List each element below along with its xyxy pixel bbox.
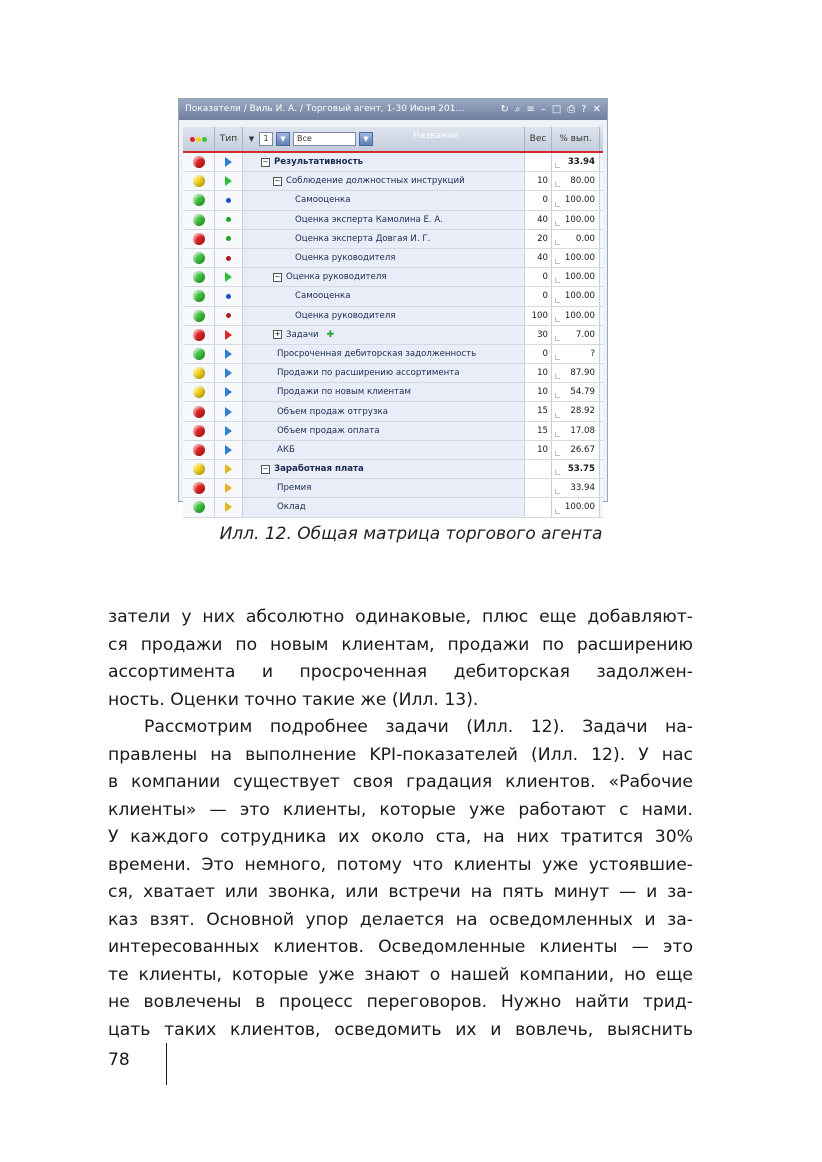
percent-cell[interactable]: 100.00 [552,287,600,305]
text-line: те клиенты, которые уже знают о нашей компании, но еще [108,964,693,985]
name-cell[interactable] [243,172,525,190]
text-line: цать таких клиентов, осведомить их и вовлечь, выяснить [108,1019,693,1040]
type-cell [215,479,243,497]
type-cell [215,364,243,382]
type-triangle-icon [225,445,232,455]
indicator-name: Премия [277,483,312,494]
name-cell[interactable] [243,345,525,363]
text-line: каз взят. Основной упор делается на осведомленных и за- [108,909,693,930]
weight-cell[interactable] [525,153,552,171]
window-titlebar [179,99,607,120]
percent-cell[interactable]: 7.00 [552,326,600,344]
type-triangle-icon [225,387,232,397]
status-light-icon [193,386,205,398]
name-cell[interactable] [243,498,525,516]
type-dot-icon [226,198,231,203]
percent-cell[interactable]: 100.00 [552,498,600,516]
yellow-light-icon [196,137,201,142]
table-row[interactable] [183,498,603,517]
name-cell[interactable] [243,287,525,305]
status-cell [183,249,215,267]
type-cell [215,172,243,190]
status-cell [183,307,215,325]
weight-cell[interactable]: 0 [525,345,552,363]
type-cell [215,326,243,344]
status-cell [183,172,215,190]
table-row[interactable] [183,460,603,479]
level-select[interactable]: 1 [259,132,273,146]
weight-cell[interactable]: 0 [525,191,552,209]
type-triangle-icon [225,464,232,474]
percent-cell[interactable]: 100.00 [552,249,600,267]
type-triangle-icon [225,349,232,359]
type-cell [215,268,243,286]
weight-cell[interactable]: 40 [525,211,552,229]
status-light-icon [193,252,205,264]
name-cell[interactable] [243,211,525,229]
type-cell [215,402,243,420]
name-cell[interactable] [243,153,525,171]
indicator-name: Заработная плата [274,464,364,475]
type-triangle-icon [225,157,232,167]
indicator-name: Объем продаж оплата [277,425,380,436]
status-cell [183,191,215,209]
table-row[interactable] [183,307,603,326]
indicator-name: АКБ [277,444,295,455]
type-dot-icon [226,313,231,318]
type-cell [215,230,243,248]
table-row[interactable] [183,383,603,402]
table-row[interactable] [183,211,603,230]
status-cell [183,153,215,171]
type-triangle-icon [225,176,232,186]
refresh-icon[interactable]: ↻ [500,104,509,115]
name-cell[interactable] [243,268,525,286]
type-triangle-icon [225,330,232,340]
table-row[interactable] [183,230,603,249]
text-line: правлены на выполнение KPI-показателей (Илл. 12). У нас [108,744,693,765]
name-cell[interactable] [243,460,525,478]
type-dot-icon [226,236,231,241]
status-light-icon [193,214,205,226]
indicator-name: Оценка руководителя [295,310,396,321]
type-dot-icon [226,217,231,222]
status-cell [183,460,215,478]
type-triangle-icon [225,426,232,436]
type-cell [215,460,243,478]
table-row[interactable] [183,287,603,306]
weight-cell[interactable] [525,498,552,516]
close-icon[interactable]: ✕ [592,104,601,115]
status-light-icon [193,463,205,475]
percent-cell[interactable]: 53.75 [552,460,600,478]
green-light-icon [202,137,207,142]
table-row[interactable] [183,345,603,364]
collapse-icon[interactable]: − [274,272,281,281]
text-line: ся продажи по новым клиентам, продажи по расширению [108,634,693,655]
collapse-icon[interactable]: − [262,464,269,473]
indicator-name: Просроченная дебиторская задолженность [277,348,477,359]
table-row[interactable] [183,172,603,191]
percent-cell[interactable]: 0.00 [552,230,600,248]
status-light-icon [193,348,205,360]
table-row[interactable] [183,441,603,460]
percent-cell[interactable]: 26.67 [552,441,600,459]
indicator-name: Оценка руководителя [295,253,396,264]
status-light-icon [193,444,205,456]
name-cell[interactable] [243,422,525,440]
indicator-name: Оценка руководителя [286,272,387,283]
table-row[interactable] [183,422,603,441]
text-line: интересованных клиентов. Осведомленные клиенты — это [108,937,693,957]
kpi-matrix-screenshot [178,98,608,513]
indicator-name: Оценка эксперта Довгая И. Г. [295,233,431,244]
percent-column-header[interactable]: % вып. [552,127,600,151]
type-cell [215,422,243,440]
percent-cell[interactable]: 100.00 [552,191,600,209]
name-cell[interactable] [243,191,525,209]
minimize-icon[interactable]: – [540,104,546,115]
table-row[interactable] [183,249,603,268]
table-row[interactable] [183,402,603,421]
body-text [108,604,693,1044]
grid-header [183,127,603,153]
status-light-icon [193,406,205,418]
indicator-name: Продажи по расширению ассортимента [277,368,460,379]
type-triangle-icon [225,483,232,493]
status-cell [183,479,215,497]
type-triangle-icon [225,407,232,417]
grid-body [183,153,603,518]
status-light-icon [193,290,205,302]
filter-select[interactable]: Все [293,132,356,146]
status-light-icon [193,501,205,513]
window-title: Показатели / Виль И. А. / Торговый агент, 1-30 Июня 201… [185,104,465,114]
text-line: времени. Это немного, потому что клиенты уже устоявшие- [108,854,693,875]
add-task-icon[interactable]: ✚ [326,329,335,340]
table-row[interactable] [183,191,603,210]
name-cell[interactable] [243,402,525,420]
weight-cell[interactable] [525,479,552,497]
percent-cell[interactable]: 54.79 [552,383,600,401]
indicator-name: Соблюдение должностных инструкций [286,176,465,187]
table-row[interactable] [183,479,603,498]
weight-cell[interactable]: 15 [525,402,552,420]
print-icon[interactable]: ⎙ [567,104,576,115]
status-light-icon [193,271,205,283]
type-column-header[interactable]: Тип [215,127,243,151]
status-cell [183,383,215,401]
percent-cell[interactable]: 100.00 [552,268,600,286]
expand-icon[interactable]: + [274,330,281,339]
list-icon[interactable]: ≡ [526,104,535,115]
status-cell [183,441,215,459]
weight-cell[interactable]: 100 [525,307,552,325]
status-column-header[interactable] [183,127,215,151]
level-dropdown-button[interactable]: ▼ [276,132,290,146]
status-cell [183,364,215,382]
percent-cell[interactable]: 87.90 [552,364,600,382]
weight-cell[interactable]: 20 [525,230,552,248]
type-cell [215,153,243,171]
text-line: Рассмотрим подробнее задачи (Илл. 12). Задачи на- [144,717,693,737]
status-cell [183,211,215,229]
weight-cell[interactable]: 40 [525,249,552,267]
status-cell [183,345,215,363]
percent-cell[interactable]: ? [552,345,600,363]
type-cell [215,211,243,229]
weight-cell[interactable]: 0 [525,268,552,286]
table-row[interactable] [183,268,603,287]
indicator-name: Продажи по новым клиентам [277,387,411,398]
type-cell [215,191,243,209]
type-dot-icon [226,256,231,261]
percent-cell[interactable]: 33.94 [552,479,600,497]
status-light-icon [193,175,205,187]
type-cell [215,307,243,325]
percent-cell[interactable]: 100.00 [552,211,600,229]
name-cell[interactable] [243,230,525,248]
name-cell[interactable] [243,383,525,401]
search-icon[interactable]: ⌕ [514,104,521,115]
type-cell [215,383,243,401]
text-line: в компании существует своя градация клиентов. «Рабочие [108,772,693,792]
weight-cell[interactable]: 10 [525,364,552,382]
indicator-name: Результативность [274,157,364,168]
indicator-name: Оклад [277,502,306,513]
type-dot-icon [226,294,231,299]
weight-cell[interactable]: 10 [525,441,552,459]
page-number: 78 [108,1050,130,1070]
status-light-icon [193,367,205,379]
status-cell [183,287,215,305]
maximize-icon[interactable]: □ [551,104,562,115]
name-column-header [243,127,525,151]
name-header-label[interactable]: Название [413,131,459,141]
status-light-icon [193,156,205,168]
percent-cell[interactable]: 28.92 [552,402,600,420]
red-light-icon [190,137,195,142]
indicator-name: Самооценка [295,291,351,302]
weight-cell[interactable]: 10 [525,383,552,401]
page-rule [166,1043,167,1085]
table-row[interactable] [183,364,603,383]
status-cell [183,230,215,248]
type-cell [215,441,243,459]
text-line: У каждого сотрудника их около ста, на них тратится 30% [108,827,693,847]
table-row[interactable] [183,153,603,172]
name-cell[interactable] [243,326,525,344]
chevron-down-icon[interactable]: ▼ [248,135,255,143]
window-toolbar [500,99,601,120]
weight-cell[interactable]: 0 [525,287,552,305]
type-triangle-icon [225,502,232,512]
indicator-name: Самооценка [295,195,351,206]
type-cell [215,249,243,267]
status-cell [183,498,215,516]
type-cell [215,345,243,363]
status-cell [183,326,215,344]
type-cell [215,287,243,305]
type-cell [215,498,243,516]
name-cell[interactable] [243,479,525,497]
status-cell [183,422,215,440]
percent-cell[interactable]: 33.94 [552,153,600,171]
status-light-icon [193,329,205,341]
text-line: ся, хватает или звонка, или встречи на пять минут — и за- [108,882,693,902]
status-light-icon [193,310,205,322]
indicator-name: Оценка эксперта Камолина Е. А. [295,214,444,225]
text-line: ассортимента и просроченная дебиторская задолжен- [108,662,693,682]
name-cell[interactable] [243,249,525,267]
name-cell[interactable] [243,364,525,382]
collapse-icon[interactable]: − [274,176,281,185]
percent-cell[interactable]: 100.00 [552,307,600,325]
status-cell [183,268,215,286]
text-line: ность. Оценки точно такие же (Илл. 13). [108,689,479,710]
type-triangle-icon [225,272,232,282]
percent-cell[interactable]: 17.08 [552,422,600,440]
type-triangle-icon [225,368,232,378]
figure-caption: Илл. 12. Общая матрица торгового агента [219,524,603,544]
name-cell[interactable] [243,307,525,325]
status-cell [183,402,215,420]
text-line: клиенты» — это клиенты, которые уже работают с нами. [108,799,693,820]
help-icon[interactable]: ? [581,104,587,115]
weight-cell[interactable] [525,460,552,478]
table-row[interactable] [183,326,603,345]
name-cell[interactable] [243,441,525,459]
status-light-icon [193,233,205,245]
weight-column-header[interactable]: Вес [525,127,552,151]
status-light-icon [193,482,205,494]
weight-cell[interactable]: 15 [525,422,552,440]
text-line: затели у них абсолютно одинаковые, плюс еще добавляют- [108,607,693,627]
text-line: не вовлечены в процесс переговоров. Нужно найти трид- [108,992,693,1012]
indicator-name: Задачи [286,329,319,340]
indicator-name: Объем продаж отгрузка [277,406,388,417]
status-light-icon [193,194,205,206]
status-light-icon [193,425,205,437]
percent-cell[interactable]: 80.00 [552,172,600,190]
weight-cell[interactable]: 30 [525,326,552,344]
indicator-grid [183,127,603,518]
weight-cell[interactable]: 10 [525,172,552,190]
collapse-icon[interactable]: − [262,157,269,166]
filter-dropdown-button[interactable]: ▼ [359,132,373,146]
